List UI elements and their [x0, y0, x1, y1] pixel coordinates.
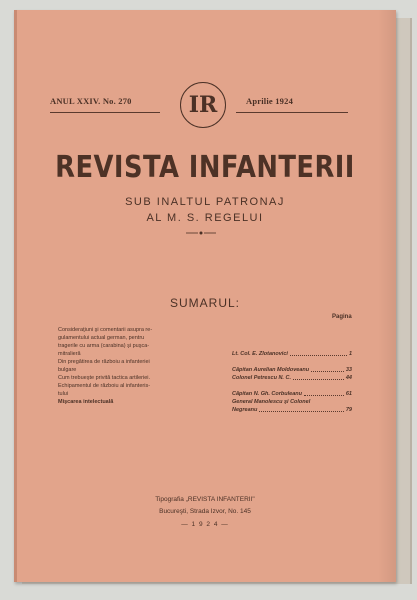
toc-author-row: [232, 406, 352, 414]
toc-page: 44: [345, 375, 352, 381]
toc-author: Colonel Petrescu N. C.: [232, 375, 291, 381]
printer-name: Tipografia „REVISTA INFANTERII": [155, 496, 255, 503]
printer-address: Bucureşti, Strada Izvor, No. 145: [159, 508, 251, 515]
toc-line: Din pregătirea de războiu a infanteriei: [58, 359, 150, 365]
toc-line: tragerile cu arma (carabina) şi puşca-: [58, 343, 150, 349]
print-year: — 1 9 2 4 —: [181, 521, 229, 528]
toc-line: Cum trebueşte privită tactica artileriei.: [58, 375, 151, 381]
ornament-icon: [184, 230, 218, 236]
toc-line: Consideraţiuni şi comentarii asupra re-: [58, 327, 153, 333]
toc-author: Căpitan Aurelian Moldoveanu: [232, 367, 310, 373]
toc-author-row: [232, 350, 352, 358]
cover-fold-shadow: [378, 10, 396, 582]
toc-author: General Manolescu şi Colonel: [232, 399, 311, 405]
issue-number: ANUL XXIV. No. 270: [50, 96, 132, 106]
subtitle-patronage: SUB INALTUL PATRONAJ: [125, 196, 285, 208]
toc-page: 79: [345, 407, 352, 413]
issue-date: Aprilie 1924: [246, 96, 294, 106]
masthead: [50, 82, 350, 132]
toc-page: 61: [345, 391, 352, 397]
toc-line: Echipamentul de războiu al infanteris-: [58, 383, 151, 389]
toc-authors: [232, 326, 352, 414]
toc-author: Lt. Col. E. Zlotanovici: [232, 351, 288, 357]
ir-monogram-logo: IR: [180, 82, 226, 128]
toc-author: Căpitan N. Gh. Corbuleanu: [232, 391, 302, 397]
toc-author-row: [232, 366, 352, 374]
masthead-rule-left: [50, 112, 160, 113]
toc-line: tului: [58, 391, 69, 397]
magazine-title: REVISTA INFANTERII: [55, 150, 355, 185]
summary-heading: SUMARUL:: [169, 296, 240, 310]
toc-author-row: [232, 390, 352, 398]
toc-line: gulamentului actual german, pentru: [58, 335, 145, 341]
masthead-rule-right: [236, 112, 348, 113]
magazine-cover: [14, 10, 396, 582]
toc-line: bulgare: [58, 367, 77, 373]
toc-titles: [58, 326, 218, 406]
toc-line: Mişcarea intelectuală: [58, 399, 114, 405]
page-column-label: Pagina: [332, 314, 352, 320]
toc-author-row: [232, 374, 352, 382]
toc-author: Negreanu: [232, 407, 258, 413]
subtitle-king: AL M. S. REGELUI: [146, 212, 264, 224]
toc-page: 33: [345, 367, 352, 373]
toc-line: mitralieră: [58, 351, 81, 357]
toc-page: 1: [348, 351, 352, 357]
